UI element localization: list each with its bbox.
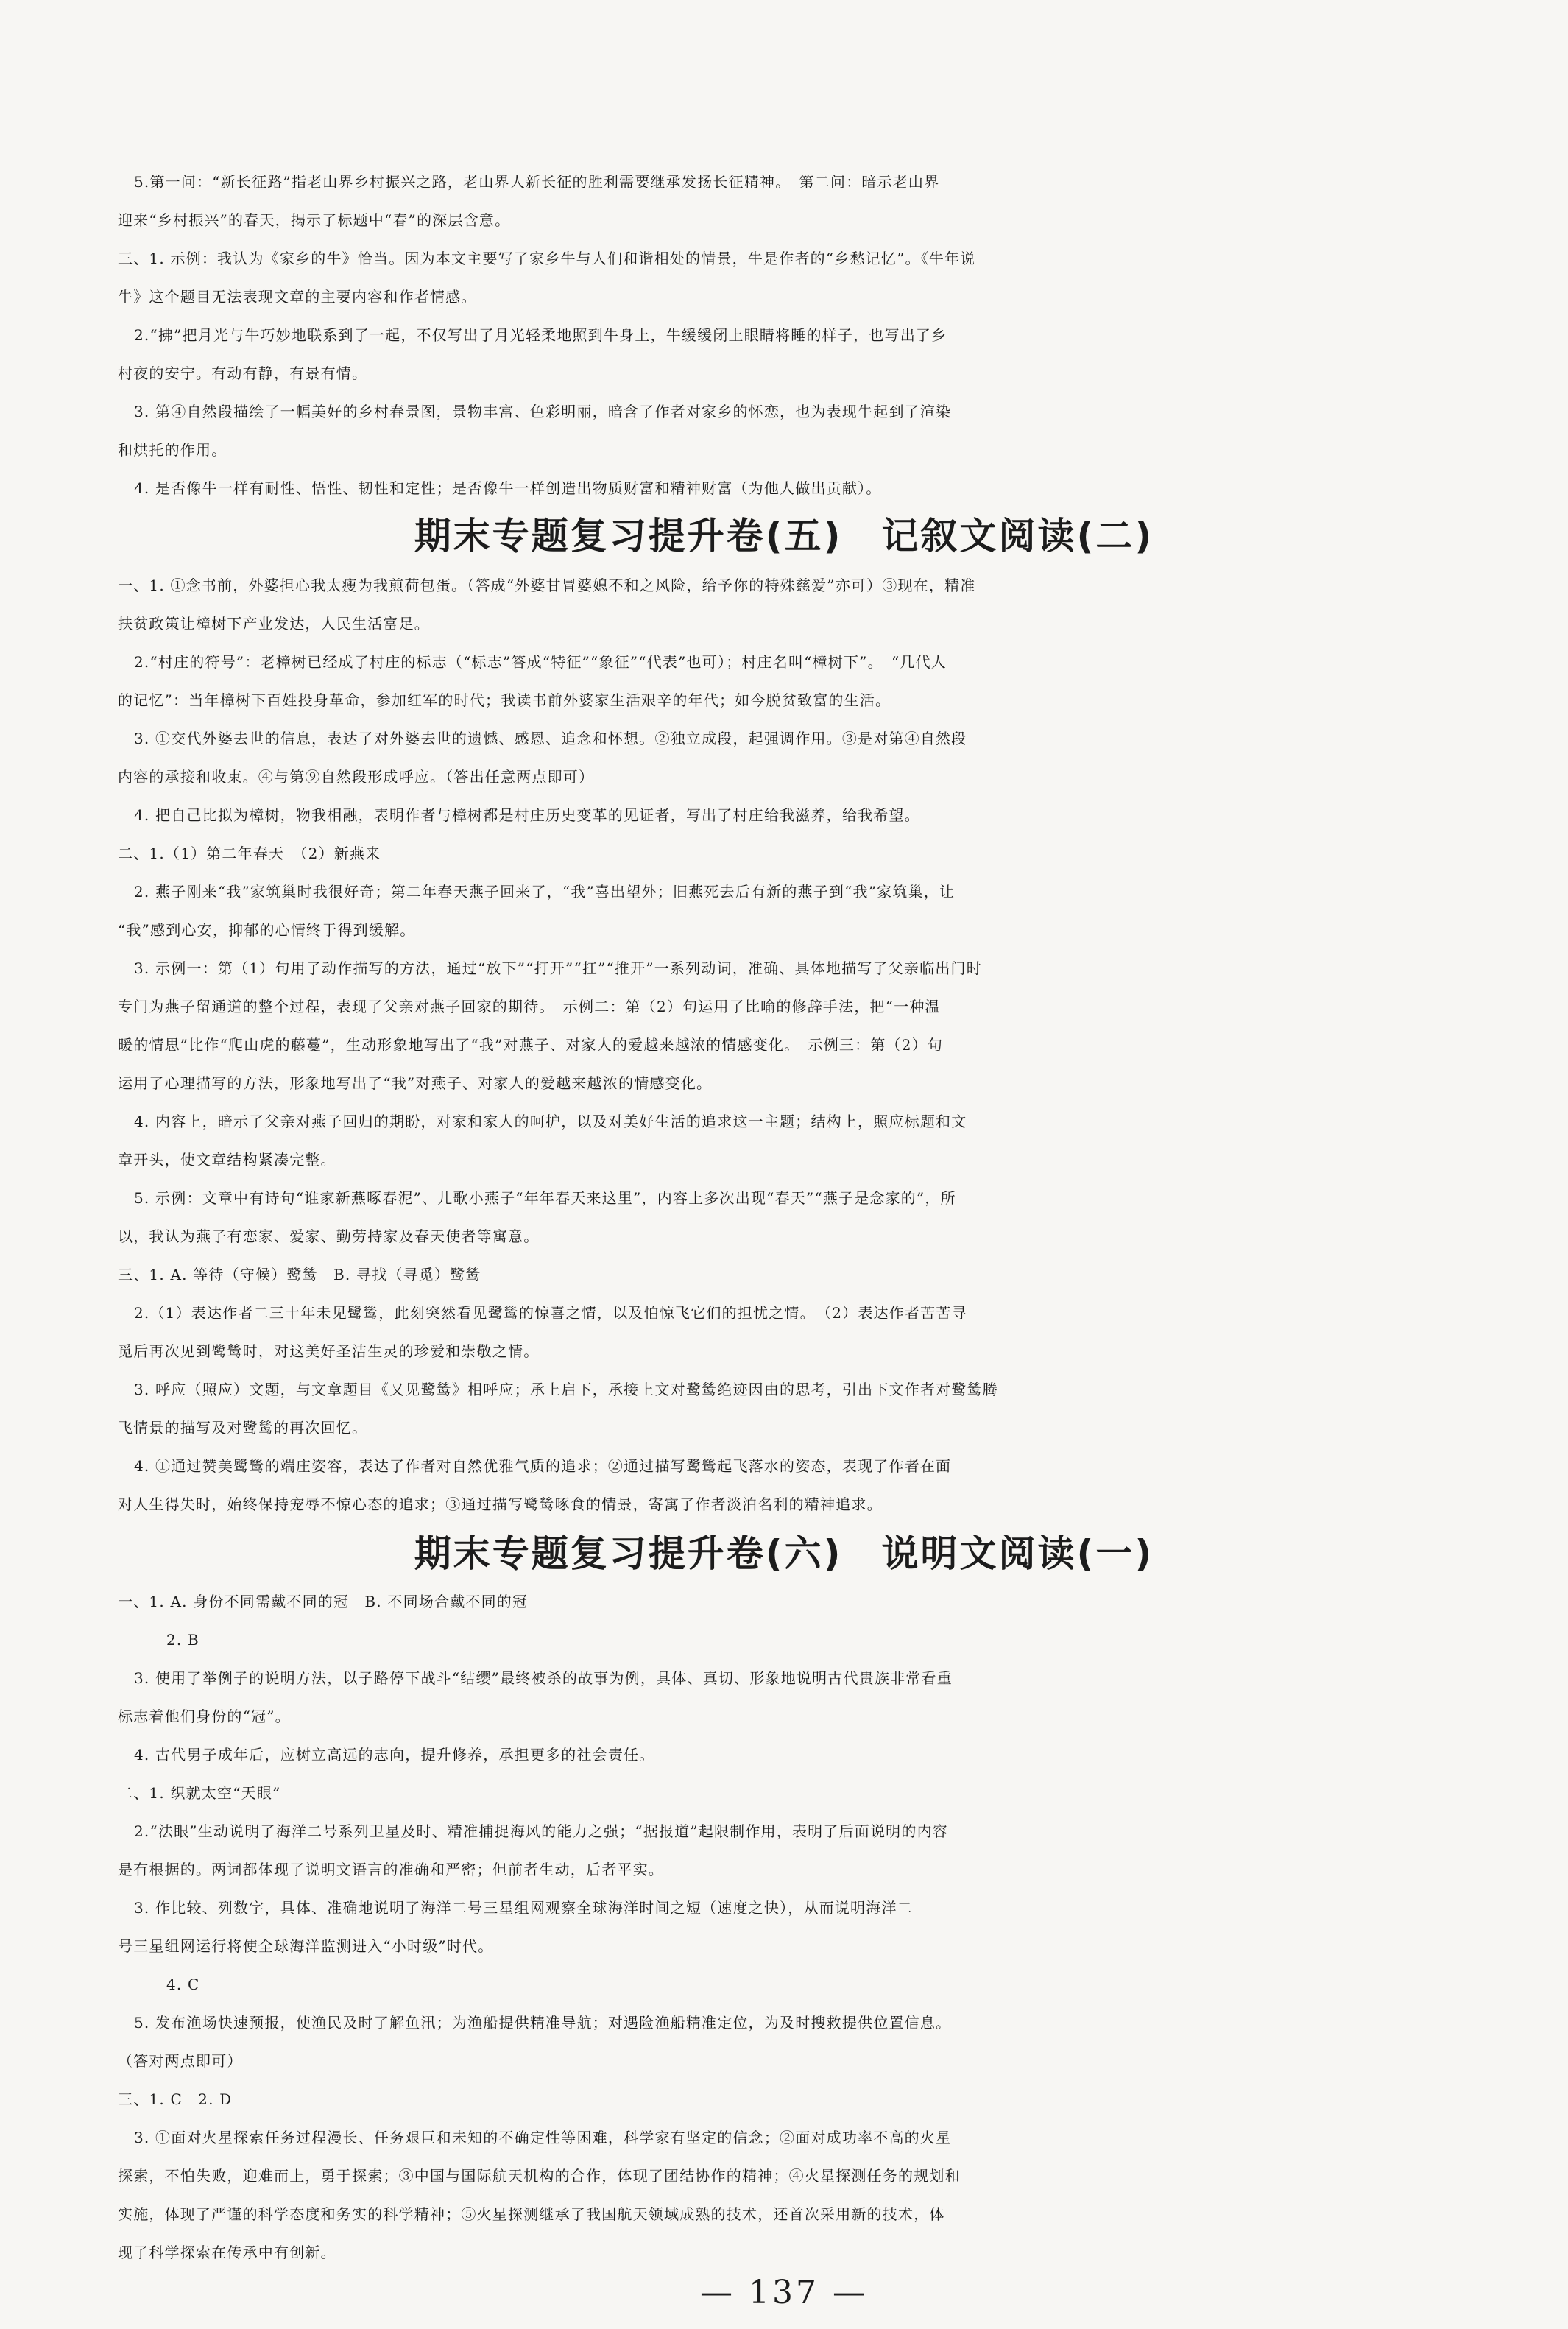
answer-line: 三、1. C 2. D [118,2090,233,2108]
answer-line: 内容的承接和收束。④与第⑨自然段形成呼应。（答出任意两点即可） [118,768,595,786]
answer-line: 2.（1）表达作者二三十年未见鹭鸶，此刻突然看见鹭鸶的惊喜之情，以及怕惊飞它们的担忧之情。 （2）表达作者苦苦寻 [134,1304,967,1322]
answer-line: 对人生得失时，始终保持宠辱不惊心态的追求；③通过描写鹭鸶啄食的情景，寄寓了作者淡泊名利的精神追求。 [118,1495,883,1513]
answer-line: 4. 内容上，暗示了父亲对燕子回归的期盼，对家和家人的呵护，以及对美好生活的追求这一主题；结构上，照应标题和文 [134,1113,967,1130]
answer-line: 一、1. A. 身份不同需戴不同的冠 B. 不同场合戴不同的冠 [118,1593,529,1610]
answer-line: 3. 示例一：第（1）句用了动作描写的方法，通过“放下”“打开”“扛”“推开”一系列动词，准确、具体地描写了父亲临出门时 [134,959,982,977]
answer-line: “我”感到心安，抑郁的心情终于得到缓解。 [118,921,416,939]
answer-line: 2. B [166,1631,199,1649]
answer-line: 3. 第④自然段描绘了一幅美好的乡村春景图，景物丰富、色彩明丽，暗含了作者对家乡的怀恋，也为表现牛起到了渲染 [134,403,952,420]
answer-line: 号三星组网运行将使全球海洋监测进入“小时级”时代。 [118,1937,494,1955]
answer-line: 和烘托的作用。 [118,441,227,459]
answer-line: 觅后再次见到鹭鸶时，对这美好圣洁生灵的珍爱和崇敬之情。 [118,1342,540,1360]
answer-line: 专门为燕子留通道的整个过程，表现了父亲对燕子回家的期待。 示例二：第（2）句运用了比喻的修辞手法，把“一种温 [118,998,941,1015]
answer-line: 牛》这个题目无法表现文章的主要内容和作者情感。 [118,288,477,306]
answer-line: 实施，体现了严谨的科学态度和务实的科学精神；⑤火星探测继承了我国航天领域成熟的技术，还首次采用新的技术，体 [118,2205,945,2223]
answer-line: 4. 把自己比拟为樟树，物我相融，表明作者与樟树都是村庄历史变革的见证者，写出了村庄给我滋养，给我希望。 [134,806,920,824]
answer-line: 5.第一问：“新长征路”指老山界乡村振兴之路，老山界人新长征的胜利需要继承发扬长征精神。 第二问：暗示老山界 [134,173,940,191]
answer-line: 3. 作比较、列数字，具体、准确地说明了海洋二号三星组网观察全球海洋时间之短（速度之快），从而说明海洋二 [134,1899,913,1917]
answer-line: 5. 示例：文章中有诗句“谁家新燕啄春泥”、儿歌小燕子“年年春天来这里”，内容上多次出现“春天”“燕子是念家的”，所 [134,1189,956,1207]
answer-line: 5. 发布渔场快速预报，使渔民及时了解鱼汛；为渔船提供精准导航；对遇险渔船精准定位，为及时搜救提供位置信息。 [134,2014,952,2032]
answer-line: 三、1. A. 等待（守候）鹭鸶 B. 寻找（寻觅）鹭鸶 [118,1266,481,1283]
answer-line: 二、1.（1）第二年春天 （2）新燕来 [118,845,381,862]
answer-line: 现了科学探索在传承中有创新。 [118,2244,336,2261]
answer-line: 一、1. ①念书前，外婆担心我太瘦为我煎荷包蛋。（答成“外婆甘冒婆媳不和之风险，给予你的特殊慈爱”亦可）③现在，精准 [118,577,976,594]
answer-line: 2.“村庄的符号”：老樟树已经成了村庄的标志（“标志”答成“特征”“象征”“代表”也可）；村庄名叫“樟树下”。 “几代人 [134,653,947,671]
answer-line: 村夜的安宁。有动有静，有景有情。 [118,364,368,382]
answer-line: 暖的情思”比作“爬山虎的藤蔓”，生动形象地写出了“我”对燕子、对家人的爱越来越浓的情感变化。 示例三：第（2）句 [118,1036,944,1054]
answer-line: 扶贫政策让樟树下产业发达，人民生活富足。 [118,615,430,633]
answer-line: 4. 古代男子成年后，应树立高远的志向，提升修养，承担更多的社会责任。 [134,1746,655,1764]
answer-line: 2.“拂”把月光与牛巧妙地联系到了一起，不仅写出了月光轻柔地照到牛身上，牛缓缓闭上眼睛将睡的样子，也写出了乡 [134,326,947,344]
answer-line: 飞情景的描写及对鹭鸶的再次回忆。 [118,1419,368,1437]
answer-line: 4. 是否像牛一样有耐性、悟性、韧性和定性；是否像牛一样创造出物质财富和精神财富（为他人做出贡献）。 [134,479,882,497]
section-heading: 期末专题复习提升卷(六) 说明文阅读(一) [414,1532,1154,1575]
page-number: — 137 — [700,2274,868,2311]
answer-line: 运用了心理描写的方法，形象地写出了“我”对燕子、对家人的爱越来越浓的情感变化。 [118,1074,713,1092]
answer-line: 3. ①面对火星探索任务过程漫长、任务艰巨和未知的不确定性等困难，科学家有坚定的信念；②面对成功率不高的火星 [134,2129,952,2146]
answer-line: 2.“法眼”生动说明了海洋二号系列卫星及时、精准捕捉海风的能力之强；“据报道”起限制作用，表明了后面说明的内容 [134,1822,948,1840]
answer-line: 3. 呼应（照应）文题，与文章题目《又见鹭鸶》相呼应；承上启下，承接上文对鹭鸶绝迹因由的思考，引出下文作者对鹭鸶腾 [134,1381,998,1398]
answer-line: 以，我认为燕子有恋家、爱家、勤劳持家及春天使者等寓意。 [118,1227,540,1245]
answer-line: 2. 燕子刚来“我”家筑巢时我很好奇；第二年春天燕子回来了，“我”喜出望外；旧燕死去后有新的燕子到“我”家筑巢，让 [134,883,956,901]
answer-line: 二、1. 织就太空“天眼” [118,1784,281,1802]
answer-line: 4. ①通过赞美鹭鸶的端庄姿容，表达了作者对自然优雅气质的追求；②通过描写鹭鸶起飞落水的姿态，表现了作者在面 [134,1457,952,1475]
answer-line: 迎来“乡村振兴”的春天，揭示了标题中“春”的深层含意。 [118,211,511,229]
answer-line: 章开头，使文章结构紧凑完整。 [118,1151,336,1169]
answer-line: 探索，不怕失败，迎难而上，勇于探索；③中国与国际航天机构的合作，体现了团结协作的精神；④火星探测任务的规划和 [118,2167,961,2185]
section-heading: 期末专题复习提升卷(五) 记叙文阅读(二) [414,515,1154,557]
answer-line: 三、1. 示例：我认为《家乡的牛》恰当。因为本文主要写了家乡牛与人们和谐相处的情景，牛是作者的“乡愁记忆”。《牛年说 [118,250,976,267]
answer-line: （答对两点即可） [118,2052,243,2070]
answer-line: 的记忆”：当年樟树下百姓投身革命，参加红军的时代；我读书前外婆家生活艰辛的年代；如今脱贫致富的生活。 [118,691,891,709]
answer-line: 3. ①交代外婆去世的信息，表达了对外婆去世的遗憾、感恩、追念和怀想。②独立成段，起强调作用。③是对第④自然段 [134,730,967,747]
answer-line: 标志着他们身份的“冠”。 [118,1708,291,1725]
answer-line: 3. 使用了举例子的说明方法，以子路停下战斗“结缨”最终被杀的故事为例，具体、真切、形象地说明古代贵族非常看重 [134,1669,953,1687]
answer-line: 4. C [166,1976,200,1993]
answer-line: 是有根据的。两词都体现了说明文语言的准确和严密；但前者生动，后者平实。 [118,1861,664,1878]
